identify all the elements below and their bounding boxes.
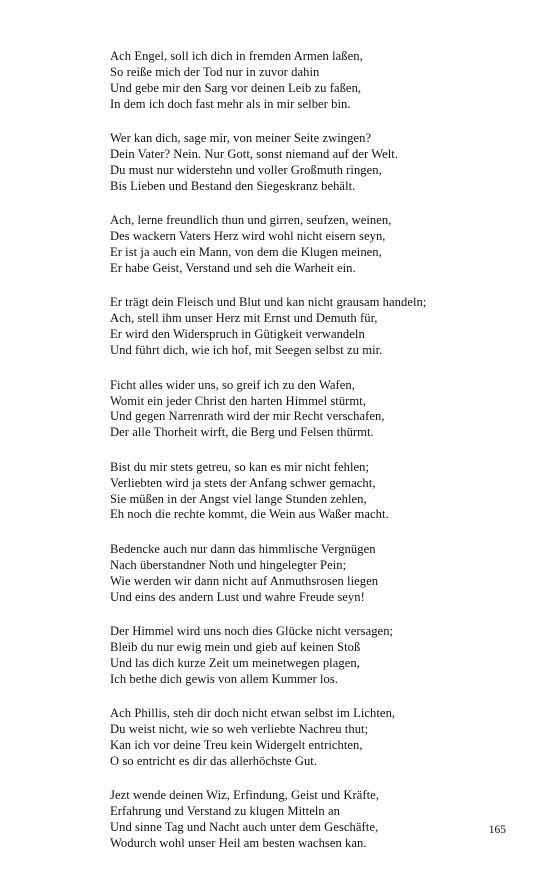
stanza (110, 624, 530, 688)
verse-line: Eh noch die rechte kommt, die Wein aus Waßer macht. (110, 507, 389, 522)
verse-line: Und eins des andern Lust und wahre Freude seyn! (110, 589, 365, 604)
verse-line: Ach, stell ihm unser Herz mit Ernst und Demuth für, (110, 311, 378, 326)
stanza (110, 295, 530, 359)
verse-line: Ach Phillis, steh dir doch nicht etwan selbst im Lichten, (110, 706, 396, 721)
stanza (110, 460, 530, 524)
verse-line: Er habe Geist, Verstand und seh die Warheit ein. (110, 260, 356, 275)
verse-line: Und las dich kurze Zeit um meinetwegen plagen, (110, 655, 360, 670)
verse-line: Bist du mir stets getreu, so kan es mir nicht fehlen; (110, 459, 370, 474)
page-number: 165 (488, 824, 506, 836)
verse-line: Ich bethe dich gewis von allem Kummer los. (110, 671, 339, 686)
verse-line: Wer kan dich, sage mir, von meiner Seite zwingen? (110, 131, 372, 146)
verse-line: Und sinne Tag und Nacht auch unter dem Geschäfte, (110, 820, 379, 835)
verse-line: Wodurch wohl unser Heil am besten wachsen kan. (110, 836, 367, 851)
verse-line: Er trägt dein Fleisch und Blut und kan nicht grausam handeln; (110, 295, 427, 310)
verse-line: Wie werden wir dann nicht auf Anmuthsrosen liegen (110, 573, 379, 588)
verse-line: Ficht alles wider uns, so greif ich zu den Wafen, (110, 377, 355, 392)
verse-line: In dem ich doch fast mehr als in mir selber bin. (110, 96, 351, 111)
stanza (110, 49, 530, 113)
verse-line: Bedencke auch nur dann das himmlische Vergnügen (110, 541, 376, 556)
verse-line: Jezt wende deinen Wiz, Erfindung, Geist und Kräfte, (110, 788, 379, 803)
verse-line: Dein Vater? Nein. Nur Gott, sonst niemand auf der Welt. (110, 147, 399, 162)
verse-line: Der Himmel wird uns noch dies Glücke nicht versagen; (110, 624, 394, 639)
verse-line: Bleib du nur ewig mein und gieb auf keinen Stoß (110, 639, 361, 654)
verse-line: Und führt dich, wie ich hof, mit Seegen selbst zu mir. (110, 343, 383, 358)
poem-text (110, 49, 530, 871)
verse-line: Verliebten wird ja stets der Anfang schwer gemacht, (110, 475, 376, 490)
stanza (110, 131, 530, 195)
verse-line: Erfahrung und Verstand zu klugen Mitteln an (110, 804, 340, 819)
stanza (110, 213, 530, 277)
verse-line: Ach, lerne freundlich thun und girren, seufzen, weinen, (110, 213, 392, 228)
verse-line: Du must nur widerstehn und voller Großmuth ringen, (110, 162, 382, 177)
stanza (110, 378, 530, 442)
verse-line: Und gegen Narrenrath wird der mir Recht verschafen, (110, 409, 385, 424)
verse-line: Ach Engel, soll ich dich in fremden Armen laßen, (110, 49, 363, 63)
verse-line: Er ist ja auch ein Mann, von dem die Klugen meinen, (110, 245, 382, 260)
verse-line: Der alle Thorheit wirft, die Berg und Felsen thürmt. (110, 425, 374, 440)
verse-line: Sie müßen in der Angst viel lange Stunden zehlen, (110, 491, 367, 506)
verse-line: Nach überstandner Noth und hingelegter Pein; (110, 557, 347, 572)
verse-line: Du weist nicht, wie so weh verliebte Nachreu thut; (110, 722, 369, 737)
stanza (110, 788, 530, 852)
verse-line: Bis Lieben und Bestand den Siegeskranz behält. (110, 178, 356, 193)
verse-line: Des wackern Vaters Herz wird wohl nicht eisern seyn, (110, 229, 386, 244)
verse-line: Womit ein jeder Christ den harten Himmel stürmt, (110, 393, 367, 408)
verse-line: O so entricht es dir das allerhöchste Gut. (110, 753, 318, 768)
verse-line: Er wird den Widerspruch in Gütigkeit verwandeln (110, 327, 365, 342)
verse-line: Und gebe mir den Sarg vor deinen Leib zu faßen, (110, 80, 362, 95)
stanza (110, 706, 530, 770)
verse-line: Kan ich vor deine Treu kein Widergelt entrichten, (110, 738, 363, 753)
verse-line: So reiße mich der Tod nur in zuvor dahin (110, 64, 320, 79)
stanza (110, 542, 530, 606)
